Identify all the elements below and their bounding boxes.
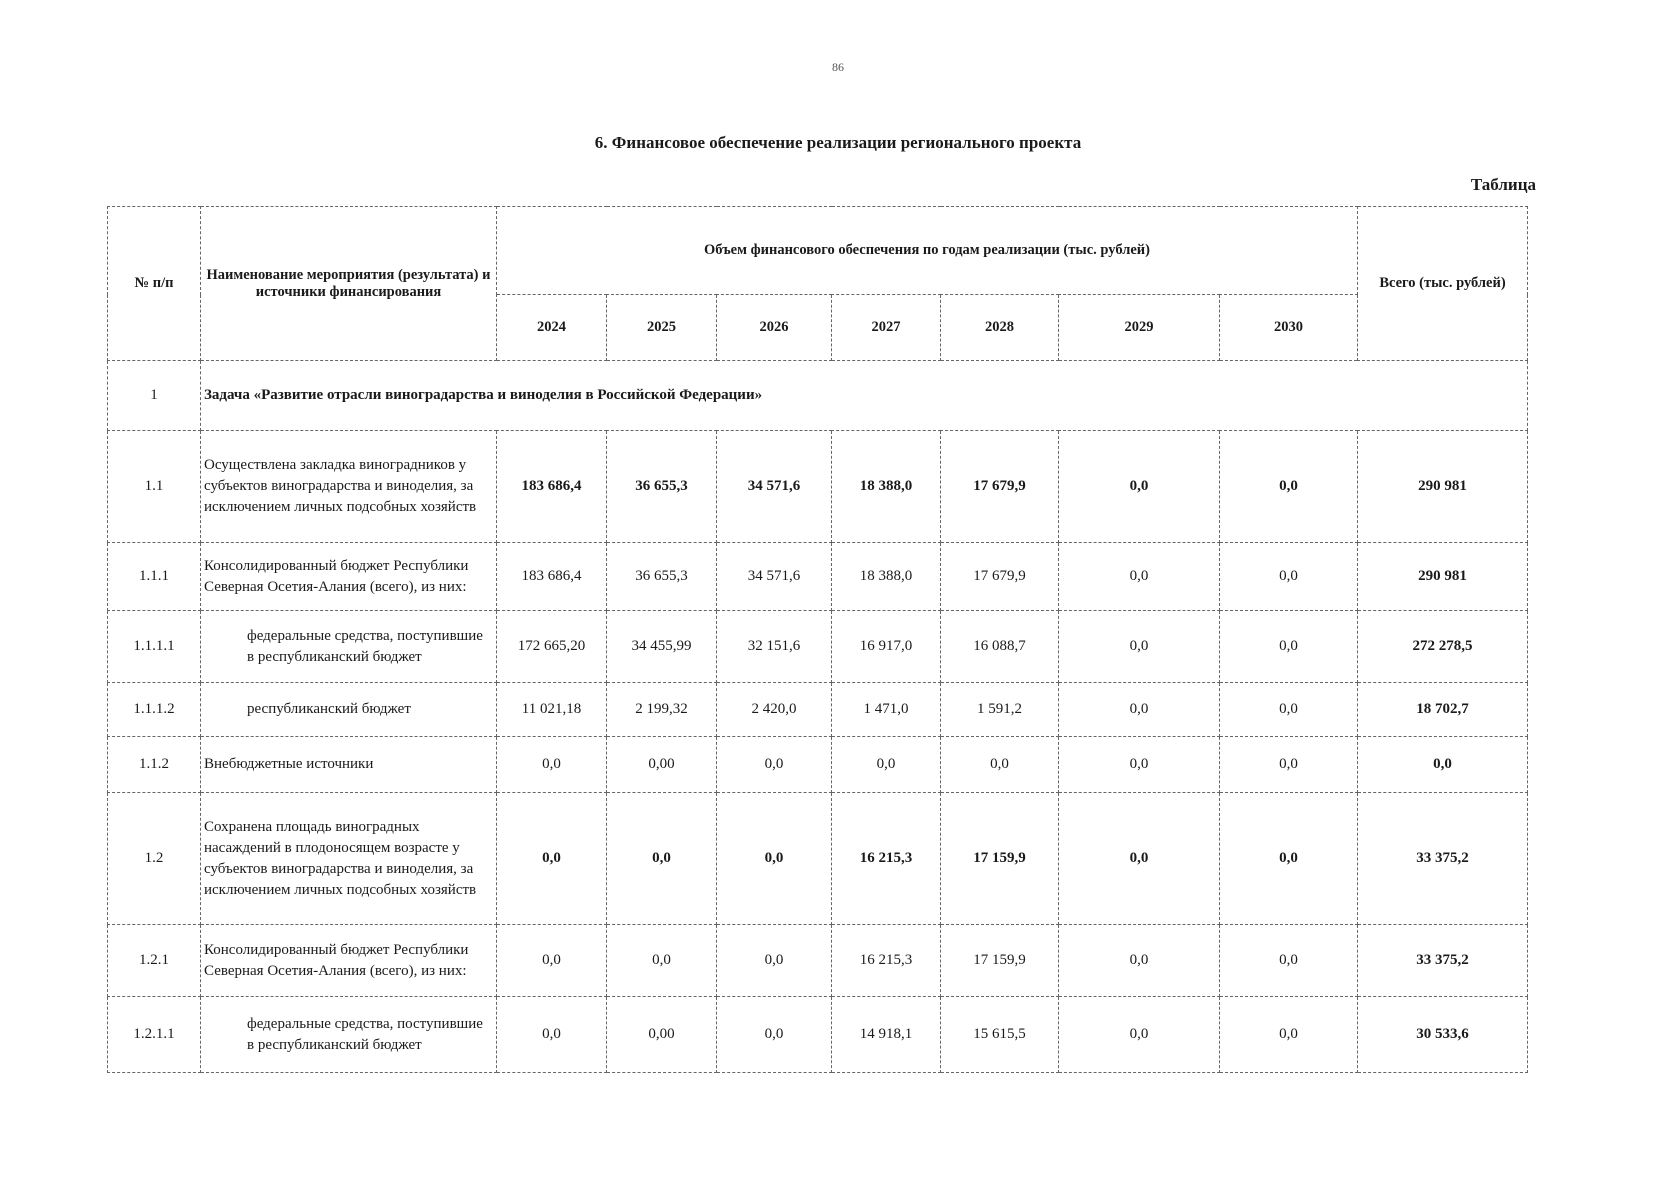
row-value-2025: 0,0 [607, 925, 717, 997]
row-value-2024: 172 665,20 [497, 611, 607, 683]
row-value-2024: 0,0 [497, 925, 607, 997]
row-value-2027: 16 215,3 [832, 793, 941, 925]
row-total: 0,0 [1358, 737, 1528, 793]
table-row [108, 997, 1528, 1073]
row-num: 1.1.1.2 [108, 683, 201, 737]
row-total: 290 981 [1358, 431, 1528, 543]
row-value-2030: 0,0 [1220, 431, 1358, 543]
row-value-2025: 0,0 [607, 793, 717, 925]
row-num: 1.1.1.1 [108, 611, 201, 683]
row-value-2028: 17 679,9 [941, 431, 1059, 543]
row-value-2028: 17 679,9 [941, 543, 1059, 611]
row-num: 1.2 [108, 793, 201, 925]
row-value-2030: 0,0 [1220, 737, 1358, 793]
task-title: Задача «Развитие отрасли виноградарства и виноделия в Российской Федерации» [201, 361, 1528, 431]
row-value-2024: 0,0 [497, 793, 607, 925]
row-total: 18 702,7 [1358, 683, 1528, 737]
row-value-2029: 0,0 [1059, 793, 1220, 925]
row-value-2029: 0,0 [1059, 543, 1220, 611]
table-caption: Таблица [1470, 175, 1536, 194]
task-num: 1 [108, 361, 201, 431]
row-value-2026: 34 571,6 [717, 543, 832, 611]
row-value-2028: 17 159,9 [941, 925, 1059, 997]
row-value-2029: 0,0 [1059, 611, 1220, 683]
row-name: Консолидированный бюджет Республики Северная Осетия-Алания (всего), из них: [201, 925, 497, 997]
row-name: Внебюджетные источники [201, 737, 497, 793]
row-value-2028: 15 615,5 [941, 997, 1059, 1073]
row-num: 1.1 [108, 431, 201, 543]
row-value-2030: 0,0 [1220, 543, 1358, 611]
task-row [108, 361, 1528, 431]
row-value-2027: 0,0 [832, 737, 941, 793]
document-title: 6. Финансовое обеспечение реализации регионального проекта [594, 133, 1082, 152]
row-value-2026: 34 571,6 [717, 431, 832, 543]
row-value-2027: 18 388,0 [832, 543, 941, 611]
row-value-2026: 2 420,0 [717, 683, 832, 737]
header-year-2027: 2027 [832, 295, 941, 361]
row-value-2026: 0,0 [717, 997, 832, 1073]
row-value-2026: 0,0 [717, 925, 832, 997]
row-total: 290 981 [1358, 543, 1528, 611]
row-value-2030: 0,0 [1220, 793, 1358, 925]
row-num: 1.1.1 [108, 543, 201, 611]
row-value-2027: 14 918,1 [832, 997, 941, 1073]
table-row [108, 737, 1528, 793]
row-total: 272 278,5 [1358, 611, 1528, 683]
row-value-2025: 34 455,99 [607, 611, 717, 683]
row-value-2024: 183 686,4 [497, 543, 607, 611]
table-row [108, 611, 1528, 683]
header-num: № п/п [108, 207, 201, 361]
row-num: 1.1.2 [108, 737, 201, 793]
row-name: федеральные средства, поступившие в республиканский бюджет [201, 611, 497, 683]
header-name: Наименование мероприятия (результата) и источники финансирования [201, 207, 497, 361]
row-value-2026: 32 151,6 [717, 611, 832, 683]
row-value-2028: 0,0 [941, 737, 1059, 793]
header-years-group: Объем финансового обеспечения по годам реализации (тыс. рублей) [497, 207, 1358, 295]
header-total: Всего (тыс. рублей) [1358, 207, 1528, 361]
row-value-2027: 16 917,0 [832, 611, 941, 683]
row-value-2025: 36 655,3 [607, 543, 717, 611]
row-name: Осуществлена закладка виноградников у субъектов виноградарства и виноделия, за исключением личных подсобных хозяйств [201, 431, 497, 543]
header-year-2030: 2030 [1220, 295, 1358, 361]
row-value-2024: 183 686,4 [497, 431, 607, 543]
row-value-2030: 0,0 [1220, 925, 1358, 997]
row-value-2027: 1 471,0 [832, 683, 941, 737]
row-total: 30 533,6 [1358, 997, 1528, 1073]
table-row [108, 793, 1528, 925]
row-value-2028: 16 088,7 [941, 611, 1059, 683]
financing-table [107, 206, 1528, 1073]
row-total: 33 375,2 [1358, 925, 1528, 997]
header-row-top [108, 207, 1528, 295]
row-value-2027: 16 215,3 [832, 925, 941, 997]
row-value-2029: 0,0 [1059, 431, 1220, 543]
table-row [108, 683, 1528, 737]
page-number: 86 [832, 60, 844, 74]
header-year-2028: 2028 [941, 295, 1059, 361]
table-row [108, 543, 1528, 611]
row-value-2025: 2 199,32 [607, 683, 717, 737]
row-value-2029: 0,0 [1059, 737, 1220, 793]
row-value-2024: 0,0 [497, 737, 607, 793]
row-num: 1.2.1 [108, 925, 201, 997]
row-value-2028: 17 159,9 [941, 793, 1059, 925]
row-name: федеральные средства, поступившие в республиканский бюджет [201, 997, 497, 1073]
row-value-2029: 0,0 [1059, 997, 1220, 1073]
table-row [108, 431, 1528, 543]
row-value-2030: 0,0 [1220, 611, 1358, 683]
row-value-2025: 36 655,3 [607, 431, 717, 543]
row-value-2027: 18 388,0 [832, 431, 941, 543]
table-row [108, 925, 1528, 997]
table-body [108, 361, 1528, 1073]
row-name: республиканский бюджет [201, 683, 497, 737]
row-value-2024: 0,0 [497, 997, 607, 1073]
row-value-2024: 11 021,18 [497, 683, 607, 737]
row-value-2025: 0,00 [607, 737, 717, 793]
row-value-2030: 0,0 [1220, 683, 1358, 737]
row-value-2030: 0,0 [1220, 997, 1358, 1073]
header-year-2025: 2025 [607, 295, 717, 361]
header-year-2029: 2029 [1059, 295, 1220, 361]
row-value-2026: 0,0 [717, 737, 832, 793]
row-value-2028: 1 591,2 [941, 683, 1059, 737]
row-name: Консолидированный бюджет Республики Северная Осетия-Алания (всего), из них: [201, 543, 497, 611]
row-total: 33 375,2 [1358, 793, 1528, 925]
header-year-2024: 2024 [497, 295, 607, 361]
row-value-2026: 0,0 [717, 793, 832, 925]
header-year-2026: 2026 [717, 295, 832, 361]
row-value-2029: 0,0 [1059, 925, 1220, 997]
row-value-2029: 0,0 [1059, 683, 1220, 737]
row-num: 1.2.1.1 [108, 997, 201, 1073]
row-value-2025: 0,00 [607, 997, 717, 1073]
row-name: Сохранена площадь виноградных насаждений в плодоносящем возрасте у субъектов виноградарства и виноделия, за исключением личных подсобных хозяйств [201, 793, 497, 925]
